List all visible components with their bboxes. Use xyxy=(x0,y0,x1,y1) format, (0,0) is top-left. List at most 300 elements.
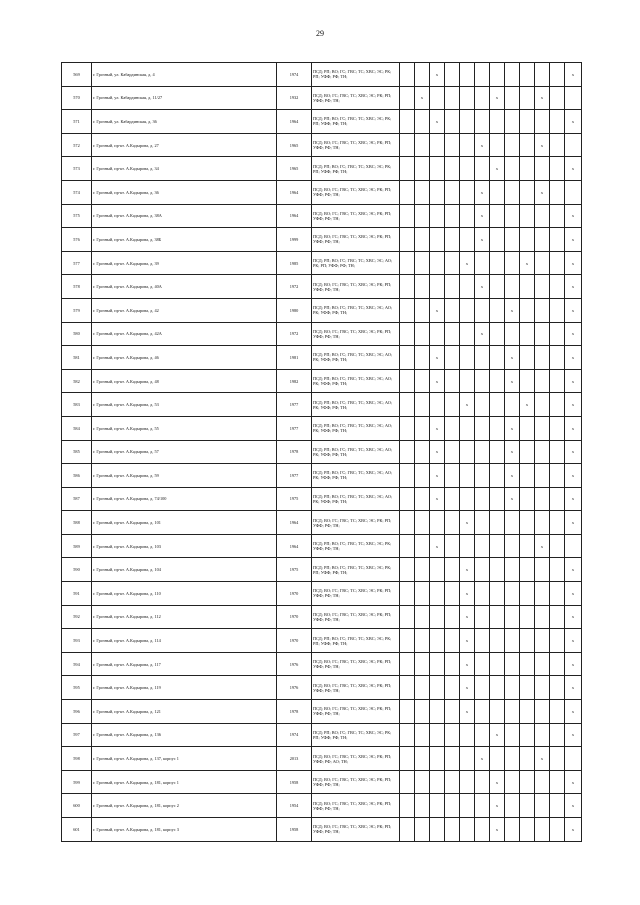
period-mark-cell xyxy=(565,747,582,771)
period-mark-cell xyxy=(415,723,430,747)
year-cell: 1978 xyxy=(277,700,312,724)
period-mark-cell xyxy=(400,794,415,818)
period-mark-cell xyxy=(520,180,535,204)
period-mark-cell: x xyxy=(565,440,582,464)
work-codes-cell: ПСД; ВО; ГС; ГВС; ТС; ХВС; ЭС; РК; РП; УФФ; РФ; ТН; xyxy=(312,582,400,606)
address-cell: г. Грозный, пр-кт. А.Кадырова, д. 55 xyxy=(92,416,277,440)
period-mark-cell xyxy=(505,228,520,252)
period-mark-cell xyxy=(460,794,475,818)
address-cell: г. Грозный, пр-кт. А.Кадырова, д. 48 xyxy=(92,369,277,393)
period-mark-cell xyxy=(400,180,415,204)
period-mark-cell xyxy=(505,794,520,818)
period-mark-cell: x xyxy=(565,110,582,134)
period-mark-cell xyxy=(475,298,490,322)
period-mark-cell: x xyxy=(565,605,582,629)
period-mark-cell xyxy=(415,346,430,370)
period-mark-cell xyxy=(475,86,490,110)
period-mark-cell: x xyxy=(430,110,445,134)
period-mark-cell: x xyxy=(565,393,582,417)
period-mark-cell xyxy=(490,298,505,322)
period-mark-cell xyxy=(445,534,460,558)
row-number: 582 xyxy=(62,369,92,393)
period-mark-cell xyxy=(415,440,430,464)
period-mark-cell: x xyxy=(565,275,582,299)
year-cell: 1964 xyxy=(277,110,312,134)
period-mark-cell xyxy=(490,511,505,535)
period-mark-cell xyxy=(550,652,565,676)
period-mark-cell xyxy=(430,180,445,204)
period-mark-cell xyxy=(550,629,565,653)
period-mark-cell xyxy=(415,700,430,724)
period-mark-cell xyxy=(400,393,415,417)
period-mark-cell xyxy=(400,298,415,322)
period-mark-cell: x xyxy=(565,723,582,747)
table-row xyxy=(62,629,582,653)
period-mark-cell xyxy=(415,298,430,322)
period-mark-cell xyxy=(535,700,550,724)
period-mark-cell xyxy=(520,464,535,488)
address-cell: г. Грозный, ул. Кабардинская, д. 4 xyxy=(92,63,277,87)
period-mark-cell xyxy=(400,133,415,157)
row-number: 570 xyxy=(62,86,92,110)
row-number: 595 xyxy=(62,676,92,700)
table-row xyxy=(62,157,582,181)
period-mark-cell xyxy=(490,228,505,252)
row-number: 593 xyxy=(62,629,92,653)
period-mark-cell xyxy=(550,794,565,818)
work-codes-cell: ПСД; ВО; ГС; ГВС; ТС; ХВС; ЭС; РК; РП; УФФ; РФ; ТН; xyxy=(312,180,400,204)
page-number: 29 xyxy=(316,29,324,38)
period-mark-cell xyxy=(430,322,445,346)
work-codes-cell: ПСД; РП; ВО; ГС; ГВС; ТС; ХВС; ЭС; АО; РК; РП; УФФ; РФ; ТН; xyxy=(312,251,400,275)
period-mark-cell xyxy=(505,558,520,582)
period-mark-cell xyxy=(400,464,415,488)
period-mark-cell xyxy=(460,440,475,464)
period-mark-cell xyxy=(415,794,430,818)
period-mark-cell xyxy=(550,180,565,204)
period-mark-cell xyxy=(535,770,550,794)
address-cell: г. Грозный, пр-кт. А.Кадырова, д. 36 xyxy=(92,180,277,204)
table-row xyxy=(62,346,582,370)
period-mark-cell xyxy=(430,676,445,700)
year-cell: 1978 xyxy=(277,440,312,464)
period-mark-cell xyxy=(520,204,535,228)
work-codes-cell: ПСД; ВО; ГС; ГВС; ТС; ХВС; ЭС; РК; РП; УФФ; РФ; ТН; xyxy=(312,770,400,794)
period-mark-cell xyxy=(460,322,475,346)
period-mark-cell: x xyxy=(430,464,445,488)
period-mark-cell: x xyxy=(565,204,582,228)
address-cell: г. Грозный, пр-кт. А.Кадырова, д. 53 xyxy=(92,393,277,417)
period-mark-cell xyxy=(430,251,445,275)
period-mark-cell xyxy=(415,275,430,299)
period-mark-cell xyxy=(400,700,415,724)
period-mark-cell xyxy=(445,180,460,204)
period-mark-cell: x xyxy=(475,747,490,771)
period-mark-cell: x xyxy=(460,251,475,275)
table-row xyxy=(62,700,582,724)
period-mark-cell xyxy=(430,582,445,606)
period-mark-cell: x xyxy=(565,346,582,370)
year-cell: 1999 xyxy=(277,228,312,252)
period-mark-cell xyxy=(550,676,565,700)
period-mark-cell: x xyxy=(475,275,490,299)
address-cell: г. Грозный, пр-кт. А.Кадырова, д. 114 xyxy=(92,629,277,653)
period-mark-cell xyxy=(550,133,565,157)
period-mark-cell xyxy=(400,487,415,511)
period-mark-cell xyxy=(550,416,565,440)
period-mark-cell xyxy=(550,487,565,511)
period-mark-cell xyxy=(475,582,490,606)
work-codes-cell: ПСД; ВО; ГС; ГВС; ТС; ХВС; ЭС; РК; РП; УФФ; РФ; АО; ТН; xyxy=(312,747,400,771)
period-mark-cell xyxy=(460,133,475,157)
period-mark-cell xyxy=(535,723,550,747)
address-cell: г. Грозный, пр-кт. А.Кадырова, д. 181, корпус 2 xyxy=(92,794,277,818)
row-number: 574 xyxy=(62,180,92,204)
period-mark-cell xyxy=(550,393,565,417)
period-mark-cell xyxy=(550,251,565,275)
year-cell: 1958 xyxy=(277,818,312,842)
work-codes-cell: ПСД; ВО; ГС; ГВС; ТС; ХВС; ЭС; РК; РП; УФФ; РФ; ТН; xyxy=(312,322,400,346)
period-mark-cell: x xyxy=(535,133,550,157)
period-mark-cell: x xyxy=(565,770,582,794)
table-row xyxy=(62,818,582,842)
year-cell: 1977 xyxy=(277,416,312,440)
period-mark-cell: x xyxy=(520,251,535,275)
period-mark-cell xyxy=(475,629,490,653)
work-codes-cell: ПСД; РП; ВО; ГС; ГВС; ТС; ХВС; ЭС; РК; РП; УФФ; РФ; ТН; xyxy=(312,629,400,653)
row-number: 579 xyxy=(62,298,92,322)
year-cell: 1964 xyxy=(277,534,312,558)
period-mark-cell xyxy=(475,534,490,558)
period-mark-cell xyxy=(400,346,415,370)
period-mark-cell: x xyxy=(460,629,475,653)
housing-table xyxy=(61,62,582,842)
period-mark-cell xyxy=(535,605,550,629)
period-mark-cell xyxy=(535,204,550,228)
period-mark-cell xyxy=(460,534,475,558)
period-mark-cell xyxy=(505,534,520,558)
period-mark-cell: x xyxy=(430,440,445,464)
period-mark-cell: x xyxy=(565,511,582,535)
work-codes-cell: ПСД; ВО; ГС; ГВС; ТС; ХВС; ЭС; РК; РП; УФФ; РФ; ТН; xyxy=(312,228,400,252)
period-mark-cell xyxy=(475,63,490,87)
period-mark-cell xyxy=(520,747,535,771)
table-row xyxy=(62,298,582,322)
period-mark-cell xyxy=(535,393,550,417)
period-mark-cell xyxy=(400,228,415,252)
period-mark-cell xyxy=(445,464,460,488)
period-mark-cell xyxy=(445,157,460,181)
period-mark-cell: x xyxy=(505,416,520,440)
period-mark-cell xyxy=(520,558,535,582)
address-cell: г. Грозный, ул. Кабардинская, д. 36 xyxy=(92,110,277,134)
period-mark-cell xyxy=(505,204,520,228)
period-mark-cell xyxy=(505,511,520,535)
year-cell: 1977 xyxy=(277,464,312,488)
period-mark-cell xyxy=(400,63,415,87)
period-mark-cell xyxy=(415,582,430,606)
year-cell: 1964 xyxy=(277,511,312,535)
period-mark-cell xyxy=(490,110,505,134)
period-mark-cell xyxy=(505,157,520,181)
year-cell: 1932 xyxy=(277,86,312,110)
period-mark-cell xyxy=(520,346,535,370)
period-mark-cell xyxy=(565,534,582,558)
period-mark-cell xyxy=(430,157,445,181)
period-mark-cell: x xyxy=(565,251,582,275)
period-mark-cell xyxy=(475,558,490,582)
period-mark-cell xyxy=(550,747,565,771)
period-mark-cell: x xyxy=(565,487,582,511)
table-row xyxy=(62,251,582,275)
period-mark-cell xyxy=(505,818,520,842)
period-mark-cell xyxy=(535,416,550,440)
period-mark-cell: x xyxy=(460,511,475,535)
period-mark-cell xyxy=(415,534,430,558)
period-mark-cell: x xyxy=(565,369,582,393)
period-mark-cell xyxy=(475,652,490,676)
period-mark-cell xyxy=(565,180,582,204)
period-mark-cell xyxy=(520,818,535,842)
period-mark-cell xyxy=(460,180,475,204)
period-mark-cell xyxy=(550,723,565,747)
table-row xyxy=(62,487,582,511)
address-cell: г. Грозный, пр-кт. А.Кадырова, д. 38А xyxy=(92,204,277,228)
period-mark-cell xyxy=(490,393,505,417)
period-mark-cell xyxy=(415,204,430,228)
period-mark-cell xyxy=(475,723,490,747)
period-mark-cell: x xyxy=(565,416,582,440)
address-cell: г. Грозный, пр-кт. А.Кадырова, д. 104 xyxy=(92,558,277,582)
period-mark-cell xyxy=(490,464,505,488)
period-mark-cell xyxy=(400,322,415,346)
address-cell: г. Грозный, пр-кт. А.Кадырова, д. 34 xyxy=(92,157,277,181)
period-mark-cell xyxy=(535,818,550,842)
period-mark-cell xyxy=(415,251,430,275)
address-cell: г. Грозный, пр-кт. А.Кадырова, д. 27 xyxy=(92,133,277,157)
work-codes-cell: ПСД; ВО; ГС; ГВС; ТС; ХВС; ЭС; РК; РП; УФФ; РФ; ТН; xyxy=(312,204,400,228)
address-cell: г. Грозный, пр-кт. А.Кадырова, д. 181, корпус 3 xyxy=(92,818,277,842)
period-mark-cell xyxy=(550,322,565,346)
period-mark-cell xyxy=(490,676,505,700)
period-mark-cell xyxy=(400,204,415,228)
period-mark-cell xyxy=(415,228,430,252)
period-mark-cell xyxy=(460,416,475,440)
period-mark-cell xyxy=(550,558,565,582)
period-mark-cell xyxy=(445,440,460,464)
period-mark-cell xyxy=(490,416,505,440)
address-cell: г. Грозный, пр-кт. А.Кадырова, д. 40А xyxy=(92,275,277,299)
address-cell: г. Грозный, пр-кт. А.Кадырова, д. 74/100 xyxy=(92,487,277,511)
period-mark-cell xyxy=(490,133,505,157)
period-mark-cell: x xyxy=(505,298,520,322)
table-row xyxy=(62,393,582,417)
period-mark-cell: x xyxy=(430,298,445,322)
address-cell: г. Грозный, пр-кт. А.Кадырова, д. 59 xyxy=(92,464,277,488)
period-mark-cell xyxy=(550,700,565,724)
work-codes-cell: ПСД; ВО; ГС; ГВС; ТС; ХВС; ЭС; РК; РП; УФФ; РФ; ТН; xyxy=(312,700,400,724)
period-mark-cell xyxy=(430,818,445,842)
work-codes-cell: ПСД; РП; ВО; ГС; ГВС; ТС; ХВС; ЭС; АО; РК; УФФ; РФ; ТН; xyxy=(312,393,400,417)
period-mark-cell xyxy=(430,747,445,771)
address-cell: г. Грозный, пр-кт. А.Кадырова, д. 137, корпус 1 xyxy=(92,747,277,771)
period-mark-cell xyxy=(400,605,415,629)
period-mark-cell xyxy=(490,63,505,87)
address-cell: г. Грозный, пр-кт. А.Кадырова, д. 42 xyxy=(92,298,277,322)
period-mark-cell xyxy=(460,346,475,370)
period-mark-cell: x xyxy=(430,346,445,370)
work-codes-cell: ПСД; РП; ВО; ГС; ГВС; ТС; ХВС; ЭС; РК; РП; УФФ; РФ; ТН; xyxy=(312,558,400,582)
address-cell: г. Грозный, пр-кт. А.Кадырова, д. 38Б xyxy=(92,228,277,252)
row-number: 594 xyxy=(62,652,92,676)
period-mark-cell xyxy=(430,723,445,747)
period-mark-cell xyxy=(505,652,520,676)
period-mark-cell xyxy=(400,275,415,299)
period-mark-cell xyxy=(505,251,520,275)
period-mark-cell xyxy=(445,794,460,818)
period-mark-cell xyxy=(520,582,535,606)
period-mark-cell xyxy=(565,133,582,157)
period-mark-cell xyxy=(475,700,490,724)
period-mark-cell xyxy=(535,464,550,488)
table-row xyxy=(62,63,582,87)
period-mark-cell xyxy=(520,605,535,629)
period-mark-cell: x xyxy=(475,133,490,157)
period-mark-cell: x xyxy=(505,369,520,393)
year-cell: 1976 xyxy=(277,652,312,676)
period-mark-cell: x xyxy=(535,180,550,204)
row-number: 587 xyxy=(62,487,92,511)
period-mark-cell xyxy=(430,558,445,582)
period-mark-cell xyxy=(460,298,475,322)
table-row xyxy=(62,534,582,558)
period-mark-cell xyxy=(475,818,490,842)
period-mark-cell xyxy=(550,818,565,842)
period-mark-cell xyxy=(475,416,490,440)
period-mark-cell xyxy=(565,86,582,110)
period-mark-cell xyxy=(445,204,460,228)
period-mark-cell xyxy=(490,346,505,370)
period-mark-cell xyxy=(400,676,415,700)
row-number: 571 xyxy=(62,110,92,134)
period-mark-cell xyxy=(430,629,445,653)
period-mark-cell xyxy=(415,133,430,157)
period-mark-cell xyxy=(445,228,460,252)
period-mark-cell xyxy=(460,86,475,110)
period-mark-cell: x xyxy=(460,582,475,606)
work-codes-cell: ПСД; РП; ВО; ГС; ГВС; ТС; ХВС; ЭС; АО; РК; УФФ; РФ; ТН; xyxy=(312,416,400,440)
period-mark-cell xyxy=(490,652,505,676)
period-mark-cell xyxy=(430,794,445,818)
table-row xyxy=(62,416,582,440)
period-mark-cell xyxy=(550,511,565,535)
period-mark-cell xyxy=(415,511,430,535)
period-mark-cell xyxy=(505,322,520,346)
table-body xyxy=(62,63,582,842)
period-mark-cell xyxy=(445,818,460,842)
period-mark-cell: x xyxy=(505,464,520,488)
period-mark-cell: x xyxy=(565,228,582,252)
address-cell: г. Грозный, ул. Кабардинская, д. 11/27 xyxy=(92,86,277,110)
table-row xyxy=(62,676,582,700)
year-cell: 1974 xyxy=(277,723,312,747)
period-mark-cell xyxy=(460,464,475,488)
period-mark-cell xyxy=(520,723,535,747)
table-row xyxy=(62,605,582,629)
period-mark-cell xyxy=(415,818,430,842)
address-cell: г. Грозный, пр-кт. А.Кадырова, д. 112 xyxy=(92,605,277,629)
period-mark-cell xyxy=(415,180,430,204)
period-mark-cell xyxy=(535,228,550,252)
period-mark-cell xyxy=(445,110,460,134)
table-row xyxy=(62,180,582,204)
period-mark-cell xyxy=(445,487,460,511)
period-mark-cell xyxy=(475,605,490,629)
table-row xyxy=(62,133,582,157)
work-codes-cell: ПСД; РП; ВО; ГС; ГВС; ТС; ХВС; ЭС; АО; РК; УФФ; РФ; ТН; xyxy=(312,440,400,464)
period-mark-cell xyxy=(400,558,415,582)
period-mark-cell xyxy=(535,322,550,346)
period-mark-cell: x xyxy=(430,63,445,87)
work-codes-cell: ПСД; ВО; ГС; ГВС; ТС; ХВС; ЭС; РК; РП; УФФ; РФ; ТН; xyxy=(312,511,400,535)
row-number: 584 xyxy=(62,416,92,440)
period-mark-cell xyxy=(535,487,550,511)
period-mark-cell xyxy=(445,511,460,535)
period-mark-cell xyxy=(505,676,520,700)
period-mark-cell xyxy=(445,393,460,417)
period-mark-cell xyxy=(520,157,535,181)
period-mark-cell xyxy=(415,558,430,582)
period-mark-cell xyxy=(400,157,415,181)
year-cell: 1975 xyxy=(277,558,312,582)
period-mark-cell xyxy=(535,275,550,299)
period-mark-cell xyxy=(445,605,460,629)
period-mark-cell xyxy=(550,86,565,110)
period-mark-cell xyxy=(445,652,460,676)
year-cell: 1972 xyxy=(277,322,312,346)
period-mark-cell xyxy=(475,487,490,511)
period-mark-cell: x xyxy=(505,440,520,464)
period-mark-cell xyxy=(460,63,475,87)
work-codes-cell: ПСД; ВО; ГС; ГВС; ТС; ХВС; ЭС; РК; РП; УФФ; РФ; ТН; xyxy=(312,652,400,676)
period-mark-cell xyxy=(415,652,430,676)
period-mark-cell: x xyxy=(430,369,445,393)
period-mark-cell xyxy=(415,464,430,488)
period-mark-cell xyxy=(535,582,550,606)
period-mark-cell xyxy=(445,275,460,299)
table-row xyxy=(62,723,582,747)
period-mark-cell xyxy=(490,487,505,511)
period-mark-cell xyxy=(520,534,535,558)
period-mark-cell xyxy=(445,346,460,370)
period-mark-cell xyxy=(550,346,565,370)
table-row xyxy=(62,204,582,228)
period-mark-cell xyxy=(475,770,490,794)
period-mark-cell xyxy=(535,652,550,676)
year-cell: 1964 xyxy=(277,180,312,204)
period-mark-cell xyxy=(505,723,520,747)
period-mark-cell xyxy=(490,558,505,582)
table-row xyxy=(62,511,582,535)
table-row xyxy=(62,86,582,110)
period-mark-cell xyxy=(490,204,505,228)
period-mark-cell xyxy=(415,63,430,87)
period-mark-cell xyxy=(505,747,520,771)
work-codes-cell: ПСД; ВО; ГС; ГВС; ТС; ХВС; ЭС; РК; РП; УФФ; РФ; ТН; xyxy=(312,86,400,110)
period-mark-cell xyxy=(490,700,505,724)
period-mark-cell xyxy=(460,157,475,181)
address-cell: г. Грозный, пр-кт. А.Кадырова, д. 39 xyxy=(92,251,277,275)
